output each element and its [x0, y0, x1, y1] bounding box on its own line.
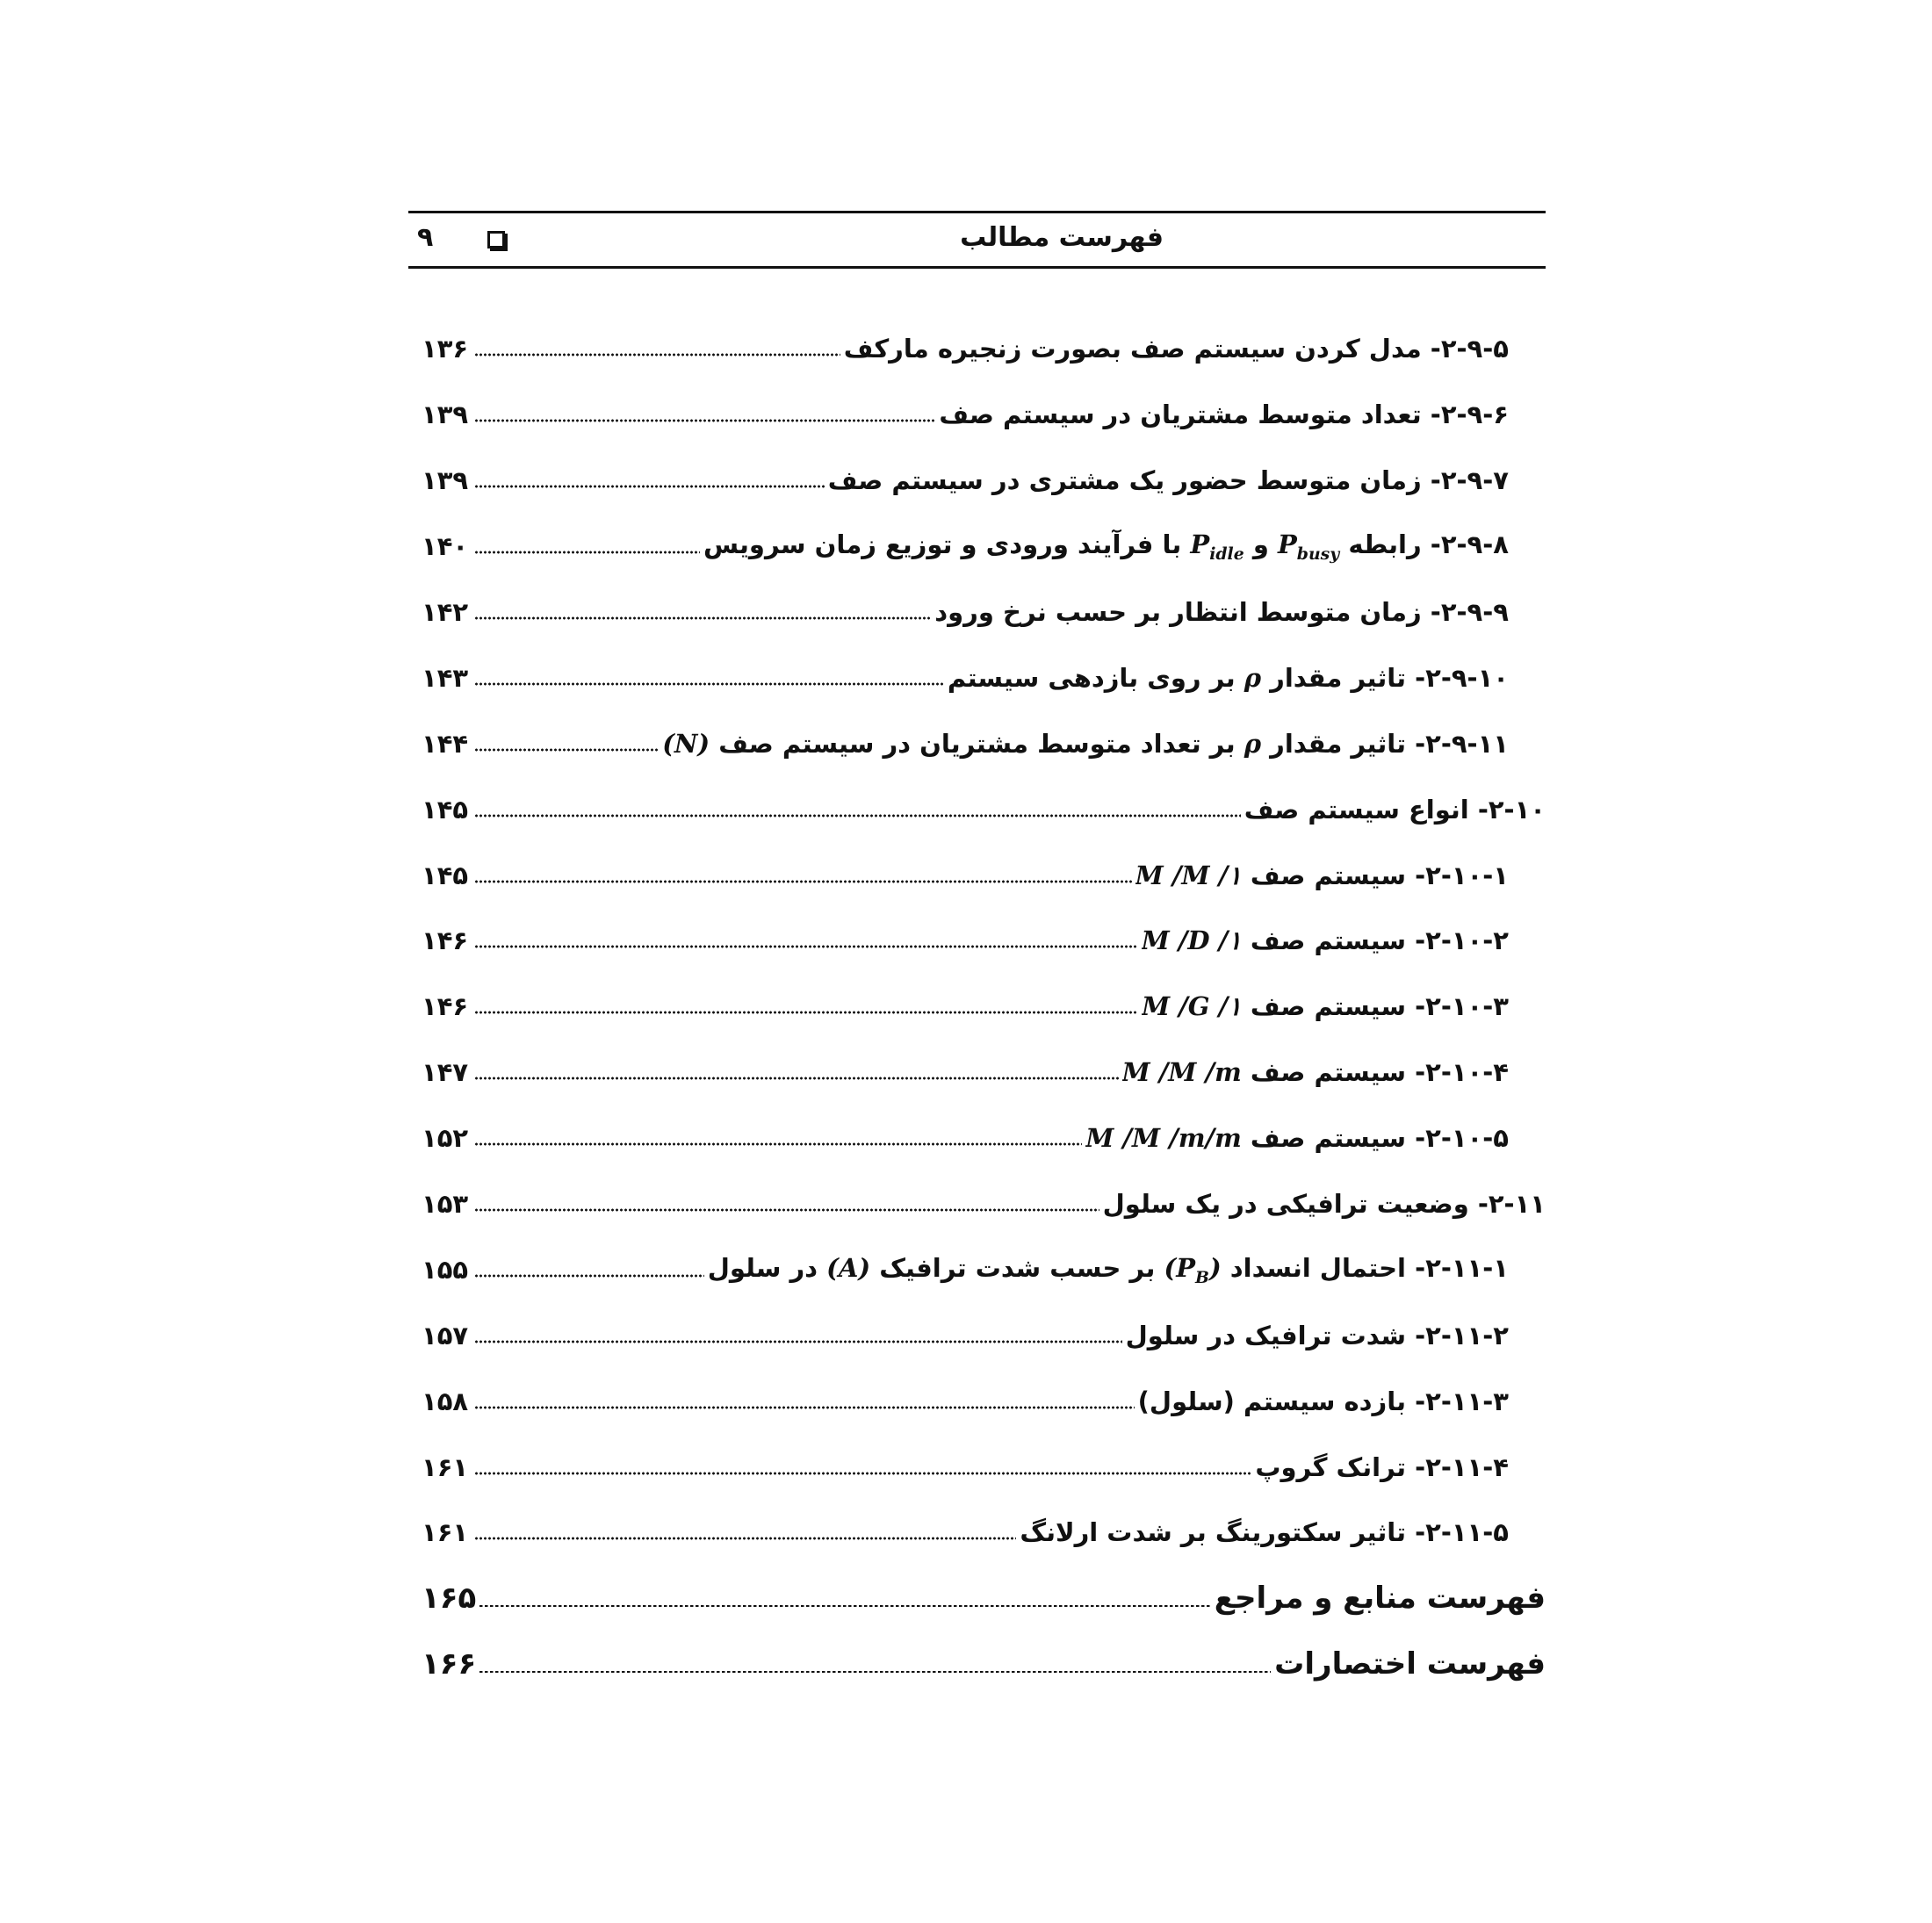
toc-title-text: ۲-۱۱-۱- احتمال انسداد [1229, 1252, 1509, 1283]
dot-leader [474, 1406, 1135, 1409]
toc-entry-title: ۲-۱۱-۵- تاثیر سکتورینگ بر شدت ارلانگ [1020, 1517, 1509, 1548]
math-symbol: M /G /۱ [1141, 991, 1242, 1022]
toc-entry-title: ۲-۹-۷- زمان متوسط حضور یک مشتری در سیستم صف [827, 465, 1509, 496]
toc-entry[interactable] [422, 842, 1546, 908]
toc-entry-page: ۱۴۶ [422, 925, 469, 956]
toc-entry[interactable] [422, 1500, 1546, 1566]
toc-entry-page: ۱۴۲ [422, 597, 469, 627]
dash-leader [479, 1605, 1211, 1607]
math-close: ) [1208, 1252, 1222, 1283]
toc-entry-title [948, 663, 1509, 693]
dot-leader [474, 1011, 1138, 1014]
toc-title-text: ۲-۱۰-۳- سیستم صف [1250, 991, 1509, 1022]
dot-leader [474, 616, 931, 620]
toc-title-text: و [1252, 529, 1269, 559]
toc-entry[interactable] [422, 908, 1546, 974]
dot-leader [474, 1340, 1122, 1343]
toc-entry-page: ۱۶۵ [422, 1581, 477, 1617]
toc-entry-title: ۲-۹-۹- زمان متوسط انتظار بر حسب نرخ ورود [934, 597, 1509, 627]
square-box-icon [487, 231, 505, 248]
header-title: فهرست مطالب [960, 222, 1164, 253]
toc-entry-title [708, 1253, 1509, 1287]
toc-entry-page: ۱۵۳ [422, 1189, 469, 1220]
toc-entry-page: ۱۶۶ [422, 1646, 477, 1682]
math-symbol: ρ [1244, 662, 1262, 693]
header-page-number: ۹ [417, 222, 434, 253]
math-subscript: idle [1209, 544, 1244, 564]
dot-leader [474, 1537, 1016, 1540]
toc-entry[interactable] [422, 974, 1546, 1040]
toc-title-text: ۲-۱۰-۴- سیستم صف [1250, 1057, 1509, 1088]
toc-entry-page: ۱۶۱ [422, 1451, 469, 1482]
toc-entry-page: ۱۴۴ [422, 728, 469, 759]
math-symbol: (A) [826, 1252, 871, 1283]
math-base: P [1190, 529, 1210, 559]
toc-entry-title [662, 729, 1509, 759]
math-symbol [1277, 529, 1340, 564]
dot-leader [474, 1208, 1099, 1212]
dot-leader [474, 814, 1241, 817]
math-symbol: M /M /۱ [1135, 860, 1242, 890]
toc-title-text: با فرآیند ورودی و توزیع زمان سرویس [703, 529, 1182, 559]
math-symbol [1190, 529, 1244, 564]
toc-entry[interactable] [422, 1040, 1546, 1106]
dot-leader [474, 682, 944, 686]
toc-entry-page: ۱۵۷ [422, 1320, 469, 1350]
toc-entry-title: ۲-۱۱- وضعیت ترافیکی در یک سلول [1102, 1189, 1546, 1220]
math-symbol: (N) [662, 728, 710, 759]
dot-leader [474, 945, 1138, 948]
math-symbol [1164, 1252, 1222, 1287]
math-symbol: M /M /m [1121, 1057, 1242, 1088]
toc-entry-page: ۱۴۵ [422, 860, 469, 890]
toc-entry-title: فهرست اختصارات [1274, 1646, 1546, 1682]
toc-entry-page: ۱۵۵ [422, 1254, 469, 1285]
math-symbol: M /D /۱ [1141, 925, 1242, 956]
toc-title-text: بر حسب شدت ترافیک [879, 1252, 1156, 1283]
table-of-contents [422, 316, 1546, 1697]
dot-leader [474, 551, 700, 554]
toc-section-entry[interactable] [422, 776, 1546, 842]
toc-entry-page: ۱۴۷ [422, 1057, 469, 1088]
toc-entry[interactable] [422, 382, 1546, 448]
toc-title-text: در سلول [707, 1252, 818, 1283]
dot-leader [474, 353, 840, 357]
toc-title-text: ۲-۱۰-۲- سیستم صف [1250, 925, 1509, 956]
toc-chapter-entry[interactable] [422, 1566, 1546, 1631]
page-header [408, 211, 1546, 269]
toc-section-entry[interactable] [422, 1171, 1546, 1237]
toc-entry-title [1085, 1123, 1509, 1153]
toc-entry[interactable] [422, 514, 1546, 580]
toc-entry-title: ۲-۹-۶- تعداد متوسط مشتریان در سیستم صف [939, 400, 1509, 430]
toc-entry[interactable] [422, 316, 1546, 382]
toc-title-text: بر تعداد متوسط مشتریان در سیستم صف [718, 728, 1236, 759]
toc-entry-title [1122, 1057, 1509, 1087]
dot-leader [474, 748, 659, 752]
toc-title-text: ۲-۹-۱۰- تاثیر مقدار [1270, 662, 1509, 693]
toc-entry-page: ۱۳۹ [422, 465, 469, 496]
toc-entry[interactable] [422, 1368, 1546, 1434]
math-symbol: ρ [1244, 728, 1262, 759]
toc-entry-page: ۱۳۶ [422, 334, 469, 364]
toc-entry-page: ۱۳۹ [422, 400, 469, 430]
math-subscript: B [1195, 1267, 1209, 1287]
toc-entry-page: ۱۴۰ [422, 531, 469, 562]
math-subscript: busy [1296, 544, 1340, 564]
toc-entry[interactable] [422, 1434, 1546, 1500]
toc-entry[interactable] [422, 1302, 1546, 1368]
dot-leader [474, 419, 935, 422]
toc-title-text: ۲-۹-۸- رابطه [1348, 529, 1509, 559]
toc-entry-title: ۲-۱۱-۴- ترانک گروپ [1255, 1451, 1509, 1482]
toc-entry[interactable] [422, 448, 1546, 514]
toc-title-text: ۲-۹-۱۱- تاثیر مقدار [1270, 728, 1509, 759]
toc-entry[interactable] [422, 645, 1546, 710]
toc-entry-title [1142, 925, 1509, 955]
toc-entry-page: ۱۵۲ [422, 1123, 469, 1154]
toc-entry[interactable] [422, 580, 1546, 645]
dot-leader [474, 1472, 1251, 1475]
dot-leader [474, 1142, 1082, 1146]
dot-leader [474, 1274, 704, 1278]
toc-entry-title [703, 529, 1509, 564]
toc-entry-title [1142, 991, 1509, 1021]
toc-chapter-entry[interactable] [422, 1631, 1546, 1697]
dot-leader [474, 1077, 1119, 1080]
toc-title-text: ۲-۱۰-۱- سیستم صف [1250, 860, 1509, 890]
toc-entry-title: ۲-۱۰- انواع سیستم صف [1244, 794, 1546, 825]
toc-entry-title: ۲-۱۱-۳- بازده سیستم (سلول) [1137, 1386, 1509, 1416]
toc-title-text: بر روی بازدهی سیستم [947, 662, 1236, 693]
toc-entry-title: ۲-۹-۵- مدل کردن سیستم صف بصورت زنجیره مارکف [843, 334, 1509, 364]
toc-entry-page: ۱۶۱ [422, 1517, 469, 1548]
toc-entry-page: ۱۵۸ [422, 1386, 469, 1416]
toc-entry-page: ۱۴۵ [422, 794, 469, 825]
math-symbol: M /M /m/m [1085, 1123, 1242, 1154]
toc-title-text: ۲-۱۰-۵- سیستم صف [1250, 1123, 1509, 1154]
toc-entry-title [1135, 861, 1509, 890]
toc-entry-page: ۱۴۶ [422, 991, 469, 1022]
dot-leader [474, 485, 825, 488]
toc-entry-title: ۲-۱۱-۲- شدت ترافیک در سلول [1125, 1320, 1509, 1350]
toc-entry-page: ۱۴۳ [422, 662, 469, 693]
toc-entry[interactable] [422, 1106, 1546, 1171]
toc-entry[interactable] [422, 710, 1546, 776]
dot-leader [474, 880, 1132, 883]
math-base: P [1277, 529, 1297, 559]
math-base: (P [1164, 1252, 1196, 1283]
dash-leader [479, 1671, 1271, 1673]
toc-entry[interactable] [422, 1236, 1546, 1302]
toc-entry-title: فهرست منابع و مراجع [1214, 1581, 1546, 1617]
